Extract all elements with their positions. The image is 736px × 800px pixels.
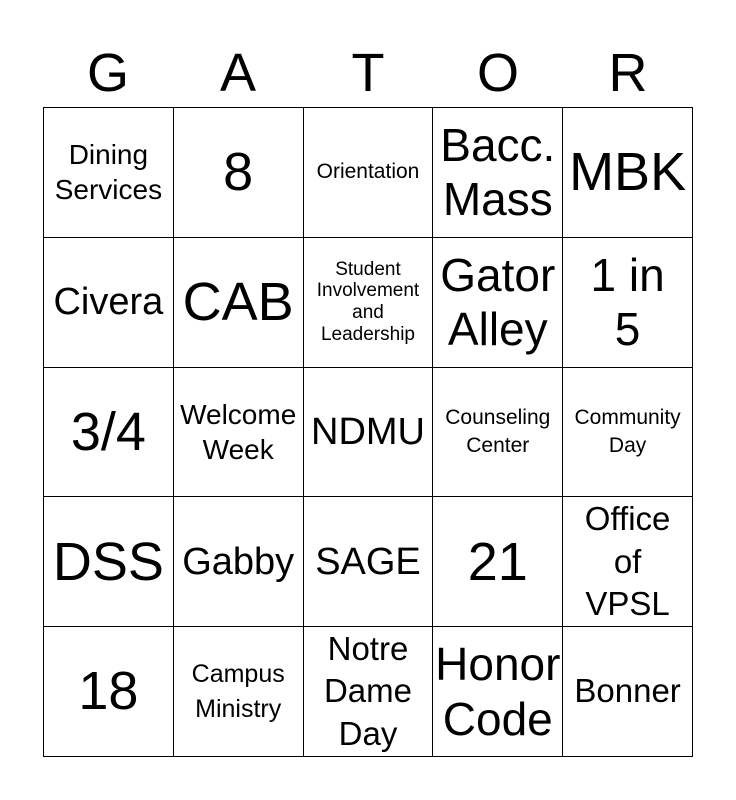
bingo-cell[interactable]: Dining Services xyxy=(44,108,174,238)
bingo-cell[interactable]: Orientation xyxy=(304,108,434,238)
header-letter-t: T xyxy=(351,43,385,103)
bingo-header xyxy=(43,38,693,108)
bingo-cell[interactable]: Office of VPSL xyxy=(563,497,693,627)
bingo-cell[interactable]: Gabby xyxy=(174,497,304,627)
header-letter-o: O xyxy=(476,43,519,103)
bingo-cell[interactable]: Campus Ministry xyxy=(174,627,304,757)
bingo-cell[interactable]: Civera xyxy=(44,238,174,368)
bingo-cell[interactable]: CAB xyxy=(174,238,304,368)
bingo-cell[interactable]: Notre Dame Day xyxy=(304,627,434,757)
header-letter-g: G xyxy=(86,43,129,103)
bingo-cell[interactable]: 3/4 xyxy=(44,368,174,498)
bingo-cell[interactable]: 8 xyxy=(174,108,304,238)
bingo-board xyxy=(43,107,693,757)
header-letter-r: R xyxy=(608,43,648,103)
bingo-cell[interactable]: DSS xyxy=(44,497,174,627)
bingo-cell[interactable]: Student Involvement and Leadership xyxy=(304,238,434,368)
bingo-cell[interactable]: 18 xyxy=(44,627,174,757)
bingo-cell[interactable]: SAGE xyxy=(304,497,434,627)
bingo-cell[interactable]: Welcome Week xyxy=(174,368,304,498)
bingo-cell[interactable]: Counseling Center xyxy=(433,368,563,498)
bingo-cell[interactable]: NDMU xyxy=(304,368,434,498)
bingo-cell[interactable]: Honor Code xyxy=(433,627,563,757)
bingo-cell[interactable]: MBK xyxy=(563,108,693,238)
bingo-cell[interactable]: Bonner xyxy=(563,627,693,757)
bingo-cell[interactable]: Gator Alley xyxy=(433,238,563,368)
bingo-cell[interactable]: Bacc. Mass xyxy=(433,108,563,238)
bingo-cell[interactable]: 21 xyxy=(433,497,563,627)
bingo-cell[interactable]: 1 in 5 xyxy=(563,238,693,368)
bingo-cell[interactable]: Community Day xyxy=(563,368,693,498)
header-letter-a: A xyxy=(219,43,257,103)
